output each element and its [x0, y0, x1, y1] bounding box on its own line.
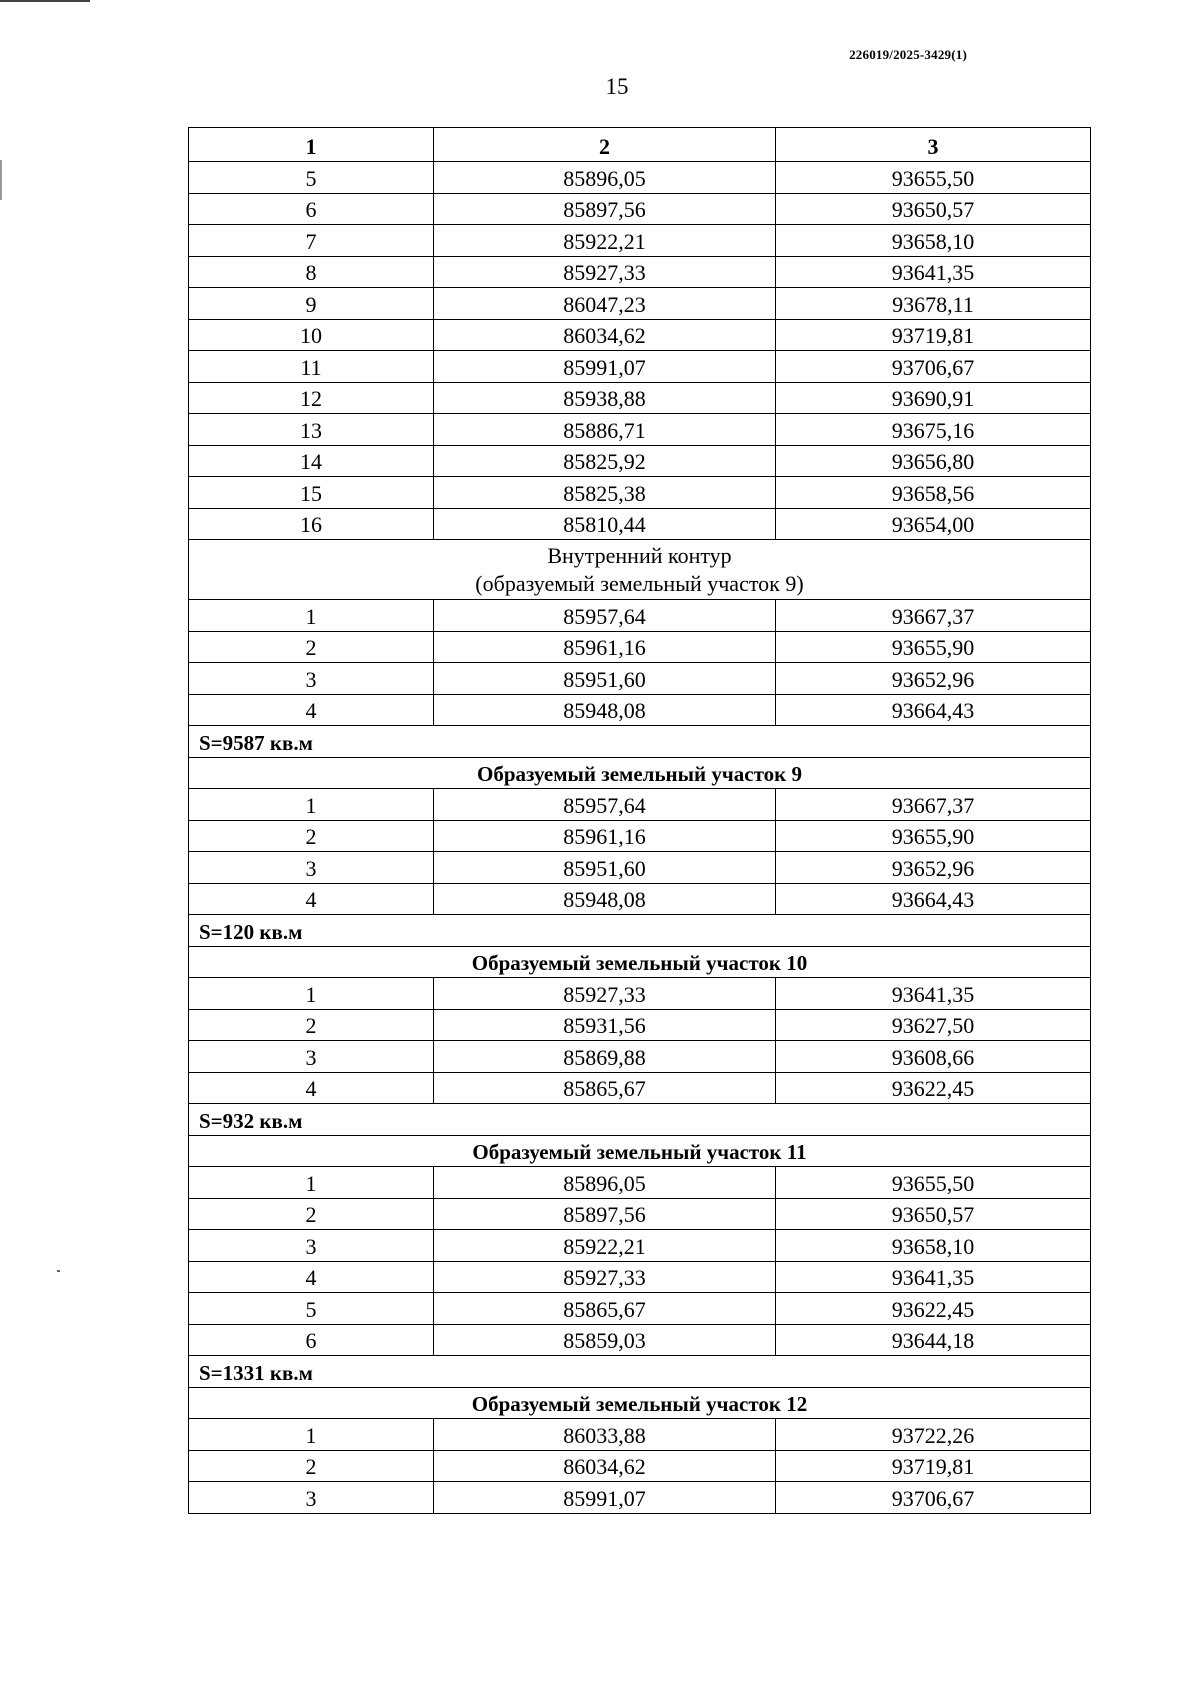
table-row: [189, 600, 1091, 632]
coordinate-y: 93654,00: [776, 508, 1091, 540]
coordinate-y: 93667,37: [776, 600, 1091, 632]
table-row: [189, 445, 1091, 477]
section-title: Образуемый земельный участок 9: [189, 757, 1091, 789]
coordinate-x: 85961,16: [434, 631, 776, 663]
coordinate-y: 93719,81: [776, 319, 1091, 351]
scan-edge-mark: [0, 0, 90, 2]
coordinate-x: 85810,44: [434, 508, 776, 540]
table-row: [189, 820, 1091, 852]
point-number: 5: [189, 1293, 434, 1325]
point-number: 5: [189, 162, 434, 194]
coordinate-x: 85897,56: [434, 1198, 776, 1230]
table-row: [189, 288, 1091, 320]
coordinate-y: 93608,66: [776, 1041, 1091, 1073]
coordinate-y: 93706,67: [776, 351, 1091, 383]
area-value: S=1331 кв.м: [189, 1356, 1091, 1388]
coordinate-x: 85951,60: [434, 852, 776, 884]
coordinate-x: 86034,62: [434, 319, 776, 351]
table-row: [189, 1324, 1091, 1356]
coordinate-x: 85961,16: [434, 820, 776, 852]
coordinate-y: 93622,45: [776, 1293, 1091, 1325]
coordinate-x: 86047,23: [434, 288, 776, 320]
coordinate-x: 85951,60: [434, 663, 776, 695]
coordinate-y: 93664,43: [776, 883, 1091, 915]
inner-contour-title-line2: (образуемый земельный участок 9): [475, 570, 804, 596]
point-number: 1: [189, 789, 434, 821]
coordinate-x: 85991,07: [434, 1482, 776, 1514]
point-number: 14: [189, 445, 434, 477]
coordinate-y: 93650,57: [776, 193, 1091, 225]
document-number: 226019/2025-3429(1): [849, 47, 967, 62]
column-header: 1: [189, 128, 434, 162]
point-number: 2: [189, 1009, 434, 1041]
table-row: [189, 694, 1091, 726]
coordinate-y: 93622,45: [776, 1072, 1091, 1104]
table-row: [189, 1009, 1091, 1041]
table-row: [189, 162, 1091, 194]
coordinate-x: 85948,08: [434, 694, 776, 726]
inner-contour-title-line1: Внутренний контур: [547, 543, 732, 568]
area-value-row: [189, 1356, 1091, 1388]
page-number: 15: [605, 74, 629, 99]
area-value: S=932 кв.м: [189, 1104, 1091, 1136]
point-number: 7: [189, 225, 434, 257]
area-value: S=120 кв.м: [189, 915, 1091, 947]
column-header: 2: [434, 128, 776, 162]
section-title: Образуемый земельный участок 11: [189, 1135, 1091, 1167]
point-number: 3: [189, 852, 434, 884]
coordinate-x: 85886,71: [434, 414, 776, 446]
coordinate-y: 93678,11: [776, 288, 1091, 320]
coordinate-y: 93655,50: [776, 162, 1091, 194]
coordinate-x: 85927,33: [434, 978, 776, 1010]
coordinate-y: 93627,50: [776, 1009, 1091, 1041]
table-row: [189, 852, 1091, 884]
scan-edge-mark: [0, 160, 2, 200]
point-number: 3: [189, 1230, 434, 1262]
point-number: 2: [189, 820, 434, 852]
point-number: 6: [189, 193, 434, 225]
point-number: 2: [189, 631, 434, 663]
point-number: 6: [189, 1324, 434, 1356]
point-number: 16: [189, 508, 434, 540]
coordinate-y: 93655,90: [776, 631, 1091, 663]
coordinate-x: 85825,38: [434, 477, 776, 509]
point-number: 13: [189, 414, 434, 446]
table-row: [189, 1072, 1091, 1104]
point-number: 3: [189, 1041, 434, 1073]
coordinates-table: [188, 127, 1091, 1514]
coordinate-y: 93655,90: [776, 820, 1091, 852]
inner-contour-title: [189, 540, 1091, 600]
coordinate-x: 85865,67: [434, 1293, 776, 1325]
table-row: [189, 319, 1091, 351]
coordinate-y: 93650,57: [776, 1198, 1091, 1230]
coordinate-y: 93641,35: [776, 256, 1091, 288]
coordinate-x: 85922,21: [434, 1230, 776, 1262]
section-title: Образуемый земельный участок 12: [189, 1387, 1091, 1419]
point-number: 3: [189, 663, 434, 695]
coordinate-x: 85991,07: [434, 351, 776, 383]
coordinate-y: 93641,35: [776, 1261, 1091, 1293]
coordinate-x: 85825,92: [434, 445, 776, 477]
table-row: [189, 663, 1091, 695]
coordinate-y: 93652,96: [776, 663, 1091, 695]
coordinate-y: 93690,91: [776, 382, 1091, 414]
table-row: [189, 631, 1091, 663]
point-number: 4: [189, 883, 434, 915]
table-row: [189, 1293, 1091, 1325]
coordinate-y: 93655,50: [776, 1167, 1091, 1199]
point-number: 1: [189, 978, 434, 1010]
coordinate-x: 85957,64: [434, 789, 776, 821]
coordinate-x: 85865,67: [434, 1072, 776, 1104]
coordinate-y: 93667,37: [776, 789, 1091, 821]
table-row: [189, 1041, 1091, 1073]
point-number: 10: [189, 319, 434, 351]
point-number: 15: [189, 477, 434, 509]
coordinate-x: 85896,05: [434, 162, 776, 194]
table-row: [189, 477, 1091, 509]
coordinate-x: 85896,05: [434, 1167, 776, 1199]
coordinate-y: 93658,10: [776, 225, 1091, 257]
area-value: S=9587 кв.м: [189, 726, 1091, 758]
scan-speck: [57, 1270, 60, 1272]
point-number: 1: [189, 1167, 434, 1199]
point-number: 1: [189, 1419, 434, 1451]
coordinate-x: 85897,56: [434, 193, 776, 225]
table-row: [189, 414, 1091, 446]
table-row: [189, 1482, 1091, 1514]
column-header: 3: [776, 128, 1091, 162]
table-row: [189, 978, 1091, 1010]
coordinate-x: 85948,08: [434, 883, 776, 915]
table-row: [189, 193, 1091, 225]
coordinate-x: 86034,62: [434, 1450, 776, 1482]
table-header-row: [189, 128, 1091, 162]
coordinate-x: 85931,56: [434, 1009, 776, 1041]
point-number: 2: [189, 1198, 434, 1230]
section-title: Образуемый земельный участок 10: [189, 946, 1091, 978]
point-number: 4: [189, 1261, 434, 1293]
point-number: 9: [189, 288, 434, 320]
coordinate-y: 93722,26: [776, 1419, 1091, 1451]
coordinate-y: 93652,96: [776, 852, 1091, 884]
coordinate-x: 85869,88: [434, 1041, 776, 1073]
point-number: 2: [189, 1450, 434, 1482]
coordinate-x: 85922,21: [434, 225, 776, 257]
area-value-row: [189, 726, 1091, 758]
table-row: [189, 382, 1091, 414]
area-value-row: [189, 915, 1091, 947]
coordinate-x: 85927,33: [434, 256, 776, 288]
table-row: [189, 1450, 1091, 1482]
table-row: [189, 1261, 1091, 1293]
section-title-row: [189, 946, 1091, 978]
coordinate-x: 86033,88: [434, 1419, 776, 1451]
section-title-row: [189, 1387, 1091, 1419]
table-row: [189, 789, 1091, 821]
table-row: [189, 1419, 1091, 1451]
table-row: [189, 883, 1091, 915]
point-number: 3: [189, 1482, 434, 1514]
table-row: [189, 1230, 1091, 1262]
point-number: 4: [189, 1072, 434, 1104]
section-title-row: [189, 757, 1091, 789]
coordinate-x: 85938,88: [434, 382, 776, 414]
inner-contour-title-row: [189, 540, 1091, 600]
coordinate-x: 85927,33: [434, 1261, 776, 1293]
table-row: [189, 256, 1091, 288]
table-row: [189, 1198, 1091, 1230]
coordinate-x: 85957,64: [434, 600, 776, 632]
coordinate-y: 93706,67: [776, 1482, 1091, 1514]
table-row: [189, 351, 1091, 383]
coordinate-y: 93664,43: [776, 694, 1091, 726]
coordinate-y: 93641,35: [776, 978, 1091, 1010]
point-number: 4: [189, 694, 434, 726]
coordinate-y: 93644,18: [776, 1324, 1091, 1356]
point-number: 11: [189, 351, 434, 383]
coordinate-y: 93658,10: [776, 1230, 1091, 1262]
coordinate-x: 85859,03: [434, 1324, 776, 1356]
table-row: [189, 1167, 1091, 1199]
point-number: 12: [189, 382, 434, 414]
coordinate-y: 93656,80: [776, 445, 1091, 477]
coordinate-y: 93719,81: [776, 1450, 1091, 1482]
coordinate-y: 93675,16: [776, 414, 1091, 446]
table-row: [189, 225, 1091, 257]
section-title-row: [189, 1135, 1091, 1167]
point-number: 1: [189, 600, 434, 632]
point-number: 8: [189, 256, 434, 288]
area-value-row: [189, 1104, 1091, 1136]
table-row: [189, 508, 1091, 540]
coordinate-y: 93658,56: [776, 477, 1091, 509]
